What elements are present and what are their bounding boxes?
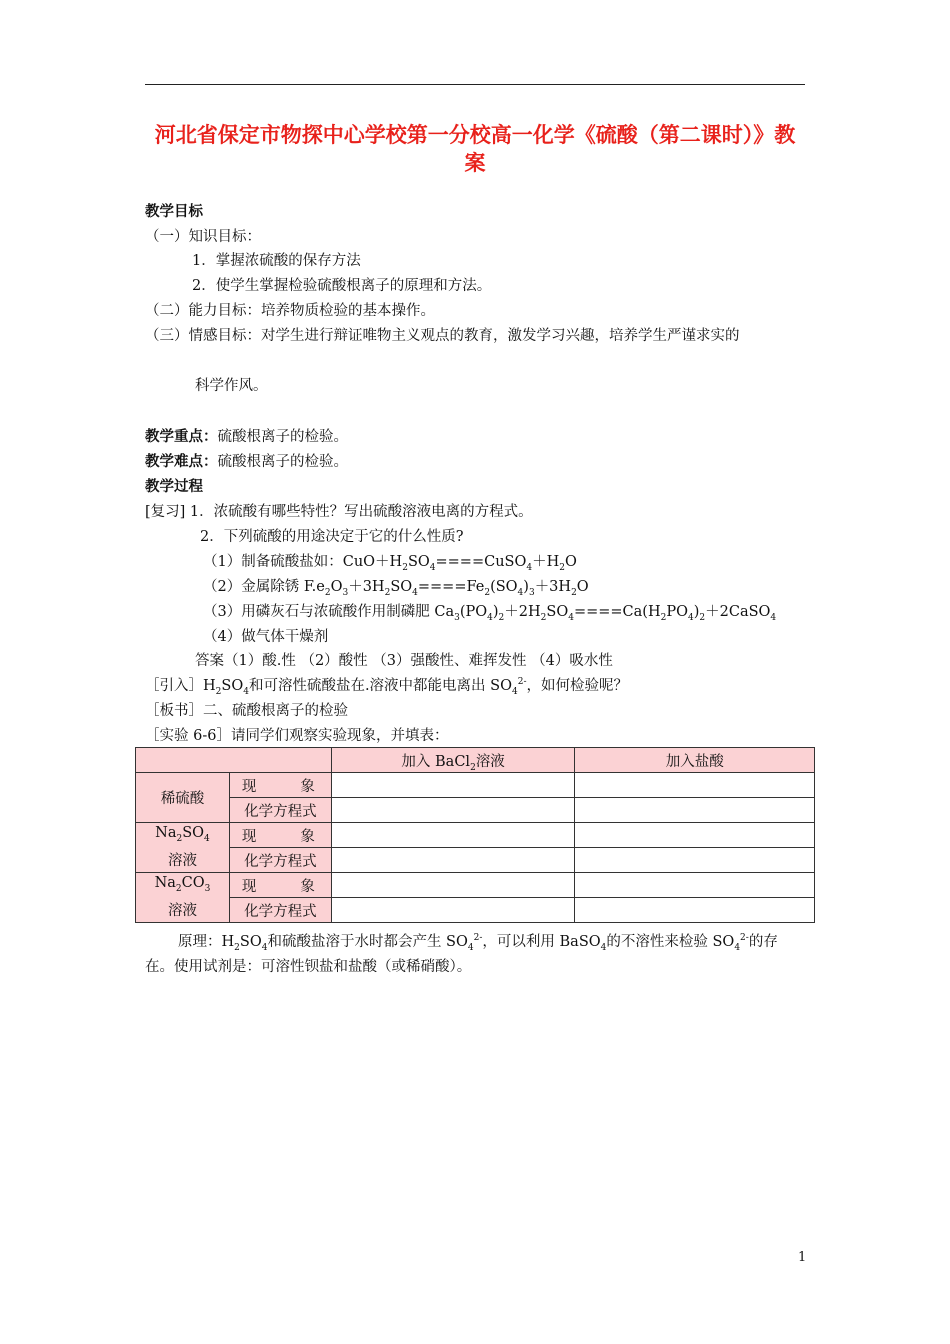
table-cell[interactable] [331, 848, 575, 873]
table-cell[interactable] [331, 873, 575, 898]
table-cell[interactable] [575, 798, 815, 823]
document-title [140, 121, 810, 177]
header-bacl2: 加入 BaCl$_2$溶液 [331, 748, 575, 773]
usage-2: （2）金属除锈 $F.e_2O_3+3H_2SO_4====Fe_2(SO_4)_3+3H_2O$ [203, 579, 589, 598]
table-row [136, 823, 815, 848]
knowledge-objective: （一）知识目标： [145, 229, 261, 245]
table-row [136, 773, 815, 798]
key-point-text: 硫酸根离子的检验。 [217, 429, 348, 445]
emotion-objective: （三）情感目标：对学生进行辩证唯物主义观点的教育，激发学习兴趣，培养学生严谨求实的 [145, 328, 740, 344]
table-cell[interactable] [331, 773, 575, 798]
usage-3: （3）用磷灰石与浓硫酸作用制磷肥 $Ca_3(PO_4)_2+2H_2SO_4====Ca(H_2PO_4)_2+2CaSO_4$ [203, 604, 777, 623]
table-row [136, 798, 815, 823]
emotion-objective-continued: 科学作风。 [195, 378, 268, 394]
equation-label: 化学方程式 [229, 848, 331, 873]
row-label-na2co3: $Na_2CO_3$ 溶液 [136, 873, 230, 923]
row-label-na2so4: $Na_2SO_4$ 溶液 [136, 823, 230, 873]
review-question-2: 2．下列硫酸的用途决定于它的什么性质? [200, 529, 464, 545]
table-cell[interactable] [331, 898, 575, 923]
page-number: 1 [798, 1250, 807, 1265]
difficulty [145, 452, 348, 472]
process-heading: 教学过程 [145, 479, 203, 495]
phenomenon-label: 现 象 [229, 773, 331, 798]
header-hcl: 加入盐酸 [575, 748, 815, 773]
table-cell[interactable] [575, 773, 815, 798]
title-line-1: 河北省保定市物探中心学校第一分校高一化学《硫酸（第二课时）》教 [154, 123, 796, 147]
knowledge-item-1: 1．掌握浓硫酸的保存方法 [192, 253, 361, 269]
key-point [145, 427, 348, 447]
difficulty-text: 硫酸根离子的检验。 [217, 454, 348, 470]
table-cell[interactable] [575, 848, 815, 873]
header-blank-cell [136, 748, 332, 773]
table-cell[interactable] [575, 898, 815, 923]
usage-1: （1）制备硫酸盐如：$CuO+H_2SO_4====CuSO_4+H_2O$ [203, 554, 577, 573]
principle-line-2: 在。使用试剂是：可溶性钡盐和盐酸（或稀硝酸）。 [145, 959, 472, 975]
table-row [136, 848, 815, 873]
usage-4: （4）做气体干燥剂 [203, 629, 329, 645]
table-cell[interactable] [575, 823, 815, 848]
table-cell[interactable] [331, 798, 575, 823]
objectives-heading: 教学目标 [145, 204, 203, 220]
experiment-line: ［实验 6-6］请同学们观察实验现象，并填表： [145, 728, 449, 744]
phenomenon-label: 现 象 [229, 873, 331, 898]
table-header-row [136, 748, 815, 773]
table-row [136, 898, 815, 923]
key-point-label: 教学重点： [145, 429, 218, 445]
title-line-2: 案 [464, 151, 486, 175]
difficulty-label: 教学难点： [145, 454, 218, 470]
row-label-dilute-h2so4: 稀硫酸 [136, 773, 230, 823]
header-rule [145, 84, 805, 85]
ability-objective: （二）能力目标：培养物质检验的基本操作。 [145, 303, 435, 319]
table-cell[interactable] [331, 823, 575, 848]
experiment-table [135, 747, 815, 923]
equation-label: 化学方程式 [229, 798, 331, 823]
phenomenon-label: 现 象 [229, 823, 331, 848]
principle-line-1: 原理：$H_2SO_4$和硫酸盐溶于水时都会产生 $SO_4^{2-}$，可以利用 BaSO$_4$的不溶性来检验 $SO_4^{2-}$的存 [178, 933, 778, 953]
table-row [136, 873, 815, 898]
answer-line: 答案（1）酸.性 （2）酸性 （3）强酸性、难挥发性 （4）吸水性 [195, 653, 613, 669]
table-cell[interactable] [575, 873, 815, 898]
review-question-1: [复习] 1．浓硫酸有哪些特性？写出硫酸溶液电离的方程式。 [145, 504, 533, 520]
board-line: ［板书］二、硫酸根离子的检验 [145, 703, 348, 719]
equation-label: 化学方程式 [229, 898, 331, 923]
knowledge-item-2: 2．使学生掌握检验硫酸根离子的原理和方法。 [192, 278, 492, 294]
intro-line: ［引入$]H_2SO_4$和可溶性硫酸盐在.溶液中都能电离出 $SO_4^{2-}$，如何检验呢？ [145, 677, 629, 697]
